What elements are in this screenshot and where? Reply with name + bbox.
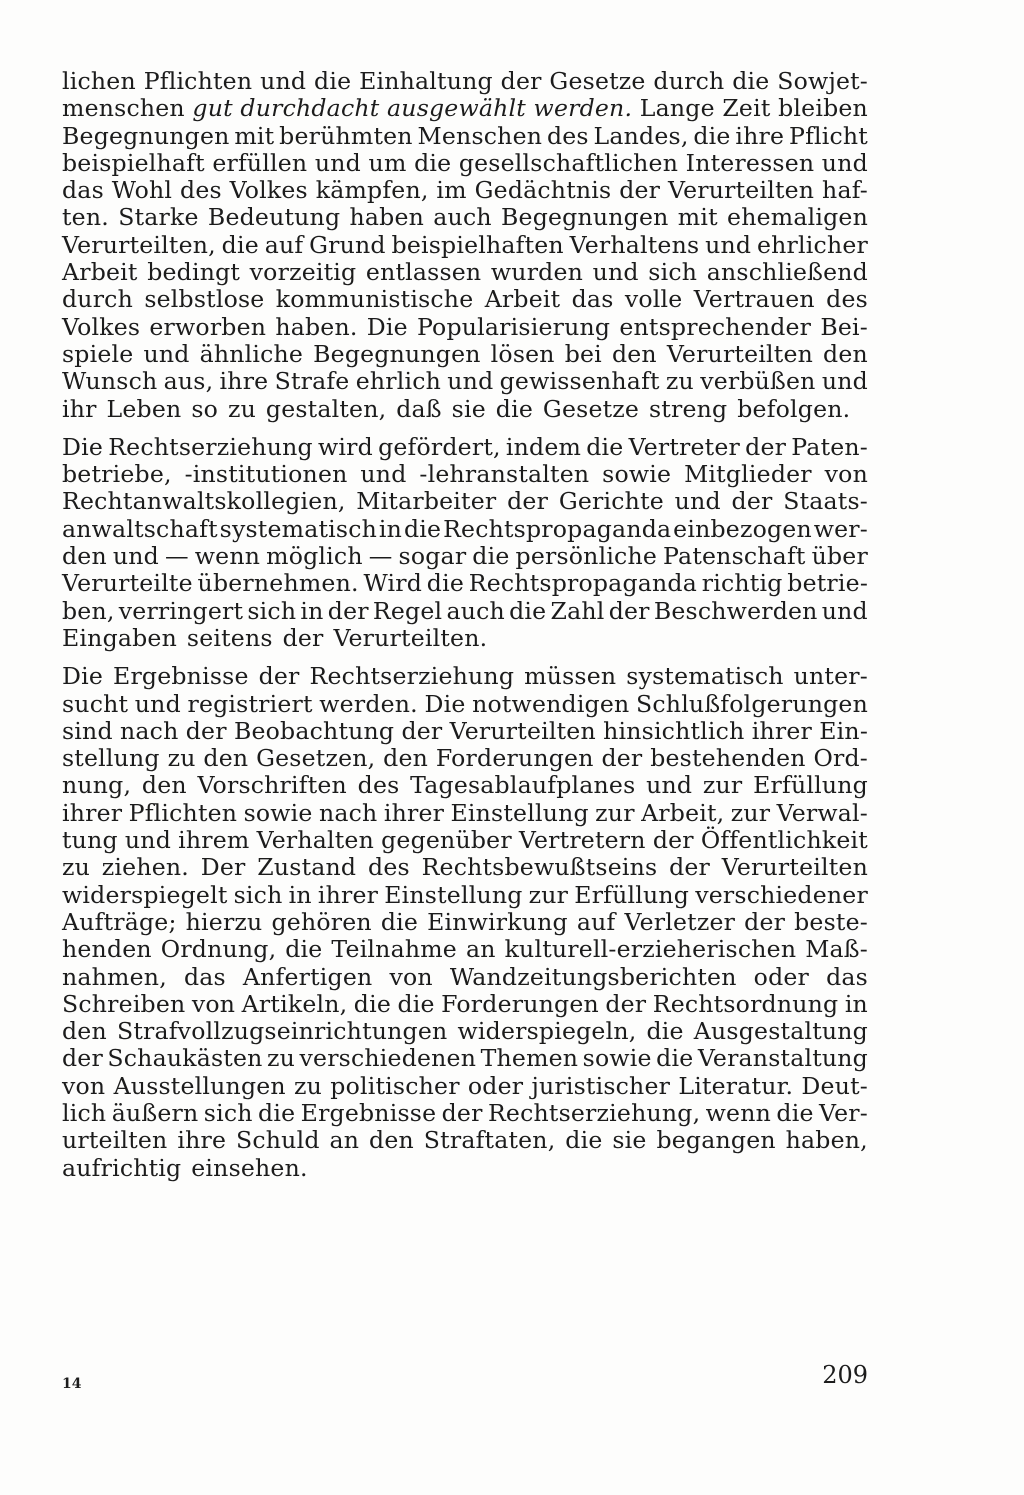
- text-line: sucht und registriert werden. Die notwendigen Schlußfolgerungen: [62, 689, 868, 718]
- text-line: den und — wenn möglich — sogar die persönliche Patenschaft über: [62, 542, 868, 571]
- text-line: Schreiben von Artikeln, die die Forderungen der Rechtsordnung in: [62, 989, 868, 1018]
- text-line: spiele und ähnliche Begegnungen lösen bei den Verurteilten den: [62, 339, 868, 368]
- text-line: anwaltschaft systematisch in die Rechtspropaganda einbezogen wer-: [62, 514, 868, 543]
- text-line: Die Rechtserziehung wird gefördert, indem die Vertreter der Paten-: [62, 432, 868, 461]
- text-line: betriebe, -institutionen und -lehranstalten sowie Mitglieder von: [62, 460, 868, 489]
- text-line: von Ausstellungen zu politischer oder juristischer Literatur. Deut-: [62, 1071, 868, 1100]
- text-line: nahmen, das Anfertigen von Wandzeitungsberichten oder das: [62, 962, 868, 991]
- text-line: den Strafvollzugseinrichtungen widerspiegeln, die Ausgestaltung: [62, 1017, 868, 1046]
- body-text: [62, 68, 868, 1193]
- paragraph: [62, 434, 868, 652]
- paragraph: [62, 663, 868, 1182]
- text-line: Verurteilte übernehmen. Wird die Rechtspropaganda richtig betrie-: [62, 569, 868, 598]
- text-line: stellung zu den Gesetzen, den Forderungen der bestehenden Ord-: [62, 744, 868, 773]
- paragraph: [62, 68, 868, 423]
- text-line: nung, den Vorschriften des Tagesablaufplanes und zur Erfüllung: [62, 771, 868, 800]
- text-line: Begegnungen mit berühmten Menschen des Landes, die ihre Pflicht: [62, 121, 868, 150]
- text-line: zu ziehen. Der Zustand des Rechtsbewußtseins der Verurteilten: [62, 853, 868, 882]
- text-line: Rechtanwaltskollegien, Mitarbeiter der Gerichte und der Staats-: [62, 487, 868, 516]
- text-line: beispielhaft erfüllen und um die gesellschaftlichen Interessen und: [62, 148, 868, 177]
- text-line: durch selbstlose kommunistische Arbeit das volle Vertrauen des: [62, 285, 868, 314]
- text-line: lichen Pflichten und die Einhaltung der Gesetze durch die Sowjet-: [62, 67, 868, 95]
- text-line: das Wohl des Volkes kämpfen, im Gedächtnis der Verurteilten haf-: [62, 176, 868, 205]
- text-line: urteilten ihre Schuld an den Straftaten, die sie begangen haben,: [62, 1126, 868, 1155]
- text-line: henden Ordnung, die Teilnahme an kulturell-erzieherischen Maß-: [62, 935, 868, 964]
- text-line: Aufträge; hierzu gehören die Einwirkung auf Verletzer der beste-: [62, 907, 868, 936]
- text-line: menschen gut durchdacht ausgewählt werden. Lange Zeit bleiben: [62, 94, 868, 123]
- text-line: Eingaben seitens der Verurteilten.: [62, 623, 488, 652]
- text-line: tung und ihrem Verhalten gegenüber Vertretern der Öffentlichkeit: [62, 826, 868, 855]
- text-line: aufrichtig einsehen.: [62, 1153, 308, 1182]
- text-line: ten. Starke Bedeutung haben auch Begegnungen mit ehemaligen: [62, 203, 868, 232]
- text-line: Wunsch aus, ihre Strafe ehrlich und gewissenhaft zu verbüßen und: [62, 367, 868, 396]
- text-line: Verurteilten, die auf Grund beispielhaften Verhaltens und ehrlicher: [62, 230, 868, 259]
- signature-mark: 14: [62, 1376, 82, 1392]
- text-line: sind nach der Beobachtung der Verurteilten hinsichtlich ihrer Ein-: [62, 716, 868, 745]
- text-line: der Schaukästen zu verschiedenen Themen sowie die Veranstaltung: [62, 1044, 868, 1073]
- text-line: ben, verringert sich in der Regel auch die Zahl der Beschwerden und: [62, 596, 868, 625]
- page-number: 209: [822, 1361, 868, 1389]
- text-line: ihr Leben so zu gestalten, daß sie die Gesetze streng befolgen.: [62, 394, 851, 423]
- text-line: Die Ergebnisse der Rechtserziehung müssen systematisch unter-: [62, 662, 868, 691]
- text-line: ihrer Pflichten sowie nach ihrer Einstellung zur Arbeit, zur Verwal-: [62, 798, 868, 827]
- text-line: lich äußern sich die Ergebnisse der Rechtserziehung, wenn die Ver-: [62, 1098, 868, 1127]
- text-line: Volkes erworben haben. Die Popularisierung entsprechender Bei-: [62, 312, 868, 341]
- text-line: widerspiegelt sich in ihrer Einstellung zur Erfüllung verschiedener: [62, 880, 868, 909]
- text-line: Arbeit bedingt vorzeitig entlassen wurden und sich anschließend: [62, 258, 868, 287]
